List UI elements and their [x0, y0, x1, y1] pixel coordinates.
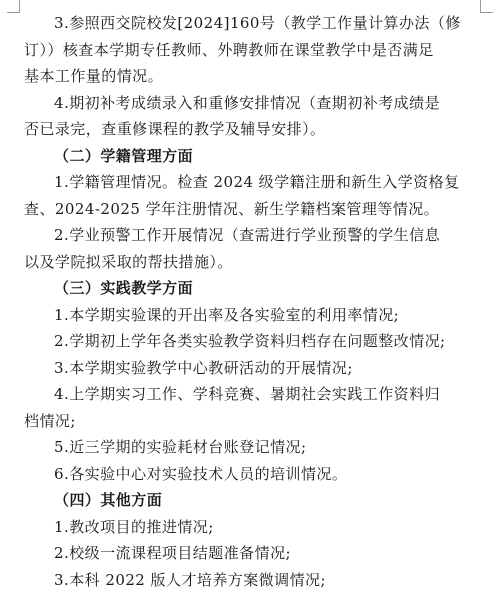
paragraph	[24, 540, 476, 567]
paragraph-line: 2.学业预警工作开展情况（查需进行学业预警的学生信息	[54, 226, 441, 244]
paragraph	[24, 169, 476, 222]
paragraph-line: 1.本学期实验课的开出率及各实验室的利用率情况;	[54, 305, 400, 324]
heading-text: （四）其他方面	[54, 491, 163, 509]
paragraph-line: 1.学籍管理情况。检查 2024 级学籍注册和新生入学资格复	[54, 173, 460, 191]
paragraph-line: 档情况;	[24, 411, 76, 430]
paragraph-line: 2.校级一流课程项目结题准备情况;	[54, 544, 292, 562]
paragraph-line: 1.教改项目的推进情况;	[54, 517, 214, 536]
paragraph-line: 3.本科 2022 版人才培养方案微调情况;	[54, 570, 326, 589]
section-heading	[24, 487, 476, 514]
paragraph-line: 6.各实验中心对实验技术人员的培训情况。	[54, 464, 348, 483]
paragraph-line: 3.参照西交院校发[2024]160号（教学工作量计算办法（修	[54, 14, 461, 32]
page-corner-marker-right	[480, 0, 493, 13]
section-heading	[24, 143, 476, 170]
paragraph-line: 5.近三学期的实验耗材台账登记情况;	[54, 438, 307, 456]
paragraph-line: 订））核查本学期专任教师、外聘教师在课堂教学中是否满足	[24, 40, 434, 59]
paragraph	[24, 90, 476, 143]
paragraph-line: 4.期初补考成绩录入和重修安排情况（查期初补考成绩是	[54, 93, 441, 112]
document-body	[24, 10, 476, 593]
paragraph	[24, 461, 476, 488]
paragraph	[24, 567, 476, 594]
page-corner-marker-left	[7, 0, 20, 13]
paragraph	[24, 222, 476, 275]
heading-text: （二）学籍管理方面	[54, 146, 194, 165]
paragraph	[24, 328, 476, 355]
paragraph-line: 4.上学期实习工作、学科竞赛、暑期社会实践工作资料归	[54, 385, 441, 403]
section-heading	[24, 275, 476, 302]
paragraph-line: 以及学院拟采取的帮扶措施）。	[24, 252, 233, 271]
heading-text: （三）实践教学方面	[54, 279, 194, 297]
paragraph-line: 2.学期初上学年各类实验教学资料归档存在问题整改情况;	[54, 332, 446, 350]
paragraph-line: 基本工作量的情况。	[24, 67, 164, 85]
paragraph	[24, 434, 476, 461]
paragraph-line: 查、2024-2025 学年注册情况、新生学籍档案管理等情况。	[24, 199, 440, 218]
paragraph	[24, 514, 476, 541]
paragraph-line: 3.本学期实验教学中心教研活动的开展情况;	[54, 358, 353, 377]
paragraph	[24, 10, 476, 90]
paragraph-line: 否已录完，查重修课程的教学及辅导安排）。	[24, 120, 326, 138]
paragraph	[24, 355, 476, 382]
paragraph	[24, 381, 476, 434]
paragraph	[24, 302, 476, 329]
